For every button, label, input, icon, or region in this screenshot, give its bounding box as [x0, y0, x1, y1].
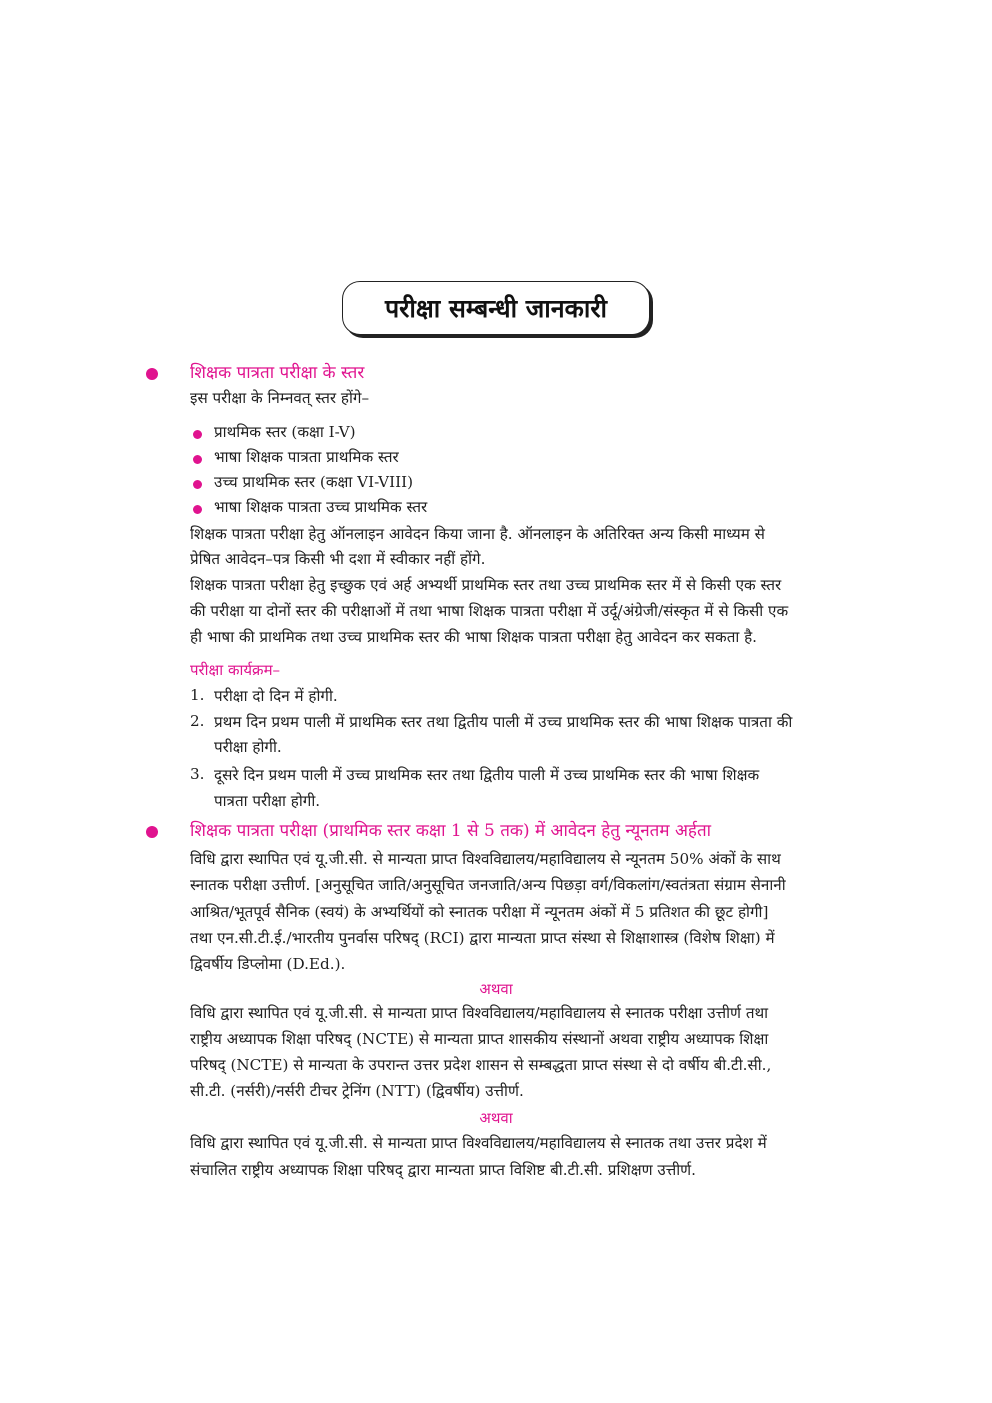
paragraph-line: परिषद् (NCTE) से मान्यता के उपरान्त उत्तर प्रदेश शासन से सम्बद्धता प्राप्त संस्था से दो वर्षीय बी.टी.सी., — [190, 1056, 772, 1074]
level-bullet — [193, 480, 202, 489]
paragraph-line: विधि द्वारा स्थापित एवं यू.जी.सी. से मान्यता प्राप्त विश्वविद्यालय/महाविद्यालय से स्नातक तथा उत्तर प्रदेश में — [190, 1134, 767, 1152]
section-bullet — [146, 368, 158, 380]
level-item: भाषा शिक्षक पात्रता उच्च प्राथमिक स्तर — [214, 498, 428, 516]
list-item: परीक्षा दो दिन में होगी. — [214, 687, 338, 705]
page-title: परीक्षा सम्बन्धी जानकारी — [342, 281, 650, 335]
level-bullet — [193, 430, 202, 439]
list-item: प्रथम दिन प्रथम पाली में प्राथमिक स्तर तथा द्वितीय पाली में उच्च प्राथमिक स्तर की भाषा शिक्षक पात्रता की — [214, 713, 793, 731]
paragraph-line: आश्रित/भूतपूर्व सैनिक (स्वयं) के अभ्यर्थियों को स्नातक परीक्षा में न्यूनतम अंकों में 5 प्रतिशत की छूट होगी] — [190, 903, 769, 921]
or-separator: अथवा — [479, 980, 513, 998]
paragraph-line: शिक्षक पात्रता परीक्षा हेतु ऑनलाइन आवेदन किया जाना है. ऑनलाइन के अतिरिक्त अन्य किसी माध्यम से — [190, 525, 765, 543]
level-item: भाषा शिक्षक पात्रता प्राथमिक स्तर — [214, 448, 399, 466]
list-item: परीक्षा होगी. — [214, 738, 282, 756]
list-number: 1. — [190, 686, 205, 704]
paragraph-line: संचालित राष्ट्रीय अध्यापक शिक्षा परिषद् द्वारा मान्यता प्राप्त विशिष्ट बी.टी.सी. प्रशिक्षण उत्तीर्ण. — [190, 1161, 696, 1179]
list-item: पात्रता परीक्षा होगी. — [214, 792, 321, 810]
list-number: 2. — [190, 712, 205, 730]
paragraph-line: ही भाषा की प्राथमिक तथा उच्च प्राथमिक स्तर की भाषा शिक्षक पात्रता परीक्षा हेतु आवेदन कर सकता है. — [190, 628, 758, 646]
paragraph-line: तथा एन.सी.टी.ई./भारतीय पुनर्वास परिषद् (RCI) द्वारा मान्यता प्राप्त संस्था से शिक्षाशास्त्र (विशेष शिक्षा) में — [190, 929, 775, 947]
or-separator: अथवा — [479, 1109, 513, 1127]
list-number: 3. — [190, 765, 205, 783]
level-bullet — [193, 455, 202, 464]
section-bullet — [146, 826, 158, 838]
level-item: प्राथमिक स्तर (कक्षा I-V) — [214, 423, 356, 441]
level-item: उच्च प्राथमिक स्तर (कक्षा VI-VIII) — [214, 473, 414, 491]
paragraph-line: की परीक्षा या दोनों स्तर की परीक्षाओं में तथा भाषा शिक्षक पात्रता परीक्षा में उर्दू/अंग्रेजी/संस्कृत में से किसी एक — [190, 602, 789, 620]
paragraph-line: द्विवर्षीय डिप्लोमा (D.Ed.). — [190, 955, 346, 973]
section1-intro: इस परीक्षा के निम्नवत् स्तर होंगे– — [190, 389, 370, 407]
schedule-heading: परीक्षा कार्यक्रम– — [190, 661, 281, 679]
level-bullet — [193, 505, 202, 514]
paragraph-line: शिक्षक पात्रता परीक्षा हेतु इच्छुक एवं अर्ह अभ्यर्थी प्राथमिक स्तर तथा उच्च प्राथमिक स्तर में से किसी एक स्तर — [190, 576, 782, 594]
paragraph-line: विधि द्वारा स्थापित एवं यू.जी.सी. से मान्यता प्राप्त विश्वविद्यालय/महाविद्यालय से न्यूनतम 50% अंकों के साथ — [190, 850, 781, 868]
section2-heading: शिक्षक पात्रता परीक्षा (प्राथमिक स्तर कक्षा 1 से 5 तक) में आवेदन हेतु न्यूनतम अर्हता — [190, 821, 712, 841]
paragraph-line: सी.टी. (नर्सरी)/नर्सरी टीचर ट्रेनिंग (NTT) (द्विवर्षीय) उत्तीर्ण. — [190, 1082, 524, 1100]
section1-heading: शिक्षक पात्रता परीक्षा के स्तर — [190, 363, 365, 383]
paragraph-line: स्नातक परीक्षा उत्तीर्ण. [अनुसूचित जाति/अनुसूचित जनजाति/अन्य पिछड़ा वर्ग/विकलांग/स्वतंत्रता संग्राम सेनानी — [190, 876, 786, 894]
paragraph-line: प्रेषित आवेदन–पत्र किसी भी दशा में स्वीकार नहीं होंगे. — [190, 550, 486, 568]
paragraph-line: विधि द्वारा स्थापित एवं यू.जी.सी. से मान्यता प्राप्त विश्वविद्यालय/महाविद्यालय से स्नातक परीक्षा उत्तीर्ण तथा — [190, 1004, 769, 1022]
list-item: दूसरे दिन प्रथम पाली में उच्च प्राथमिक स्तर तथा द्वितीय पाली में उच्च प्राथमिक स्तर की भाषा शिक्षक — [214, 766, 760, 784]
paragraph-line: राष्ट्रीय अध्यापक शिक्षा परिषद् (NCTE) से मान्यता प्राप्त शासकीय संस्थानों अथवा राष्ट्रीय अध्यापक शिक्षा — [190, 1030, 769, 1048]
